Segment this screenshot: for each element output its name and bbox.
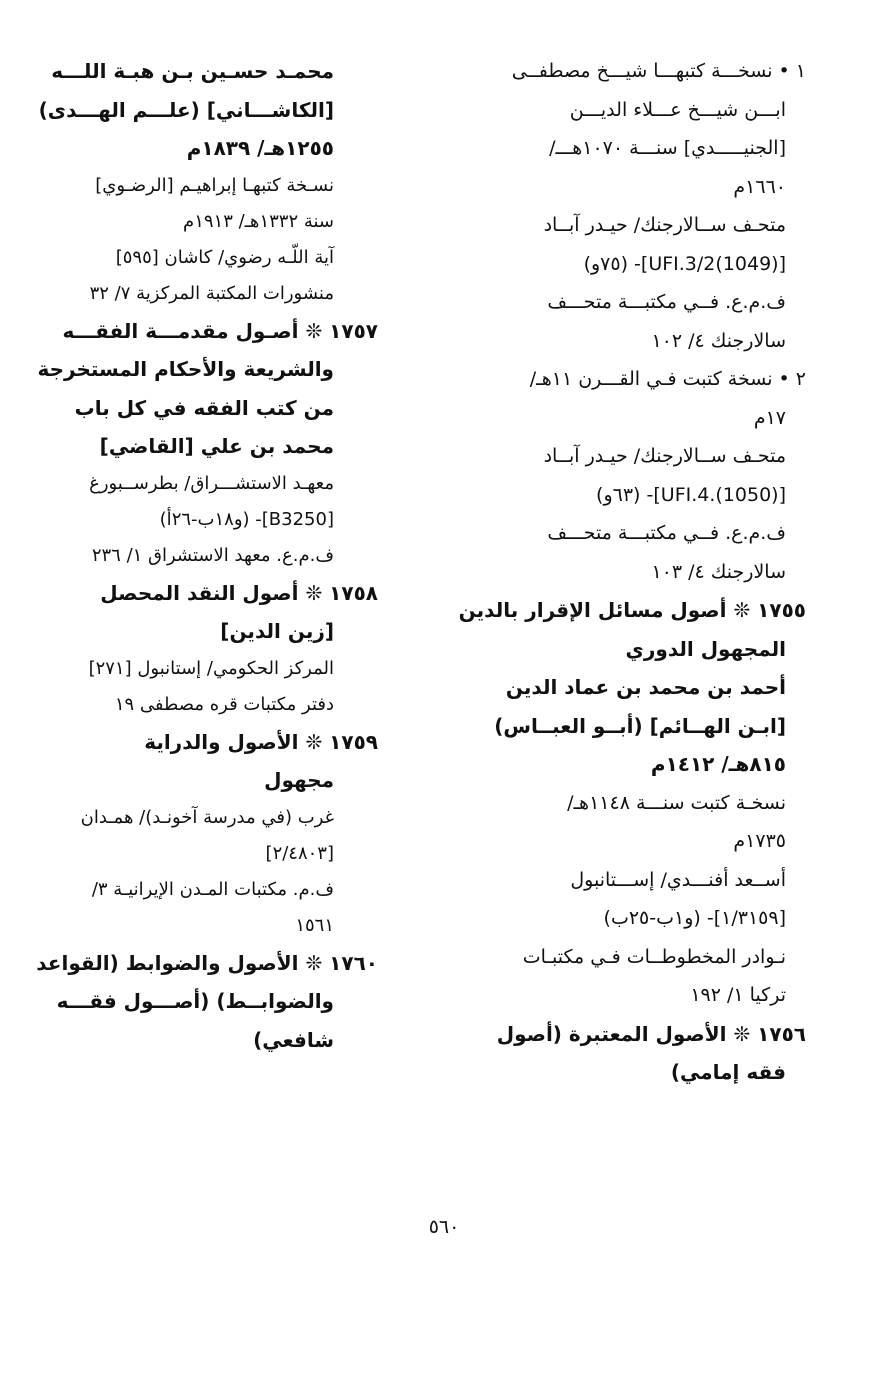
left-column-line: ١٢٥٥هـ/ ١٨٣٩م: [186, 136, 334, 160]
right-column-line: [١/٣١٥٩]- (و١ب-٢٥ب): [603, 907, 786, 929]
left-column-line: [الكاشـــاني] (علـــم الهـــدى): [38, 97, 334, 122]
left-column-line: محمـد حسـين بـن هبـة اللـــه: [51, 59, 334, 83]
right-column-line: ١٧٥٦ ❊ الأصول المعتبرة (أصول: [496, 1021, 806, 1046]
right-column-line: ابـــن شيـــخ عـــلاء الديـــن: [569, 98, 786, 121]
right-column-line: سالارجنك ٤/ ١٠٣: [651, 560, 786, 583]
right-column-line: [UFI.4.(1050)]- (٦٣و): [596, 483, 786, 506]
right-column-line: سالارجنك ٤/ ١٠٢: [651, 329, 786, 352]
right-column: [458, 52, 806, 1092]
left-column-line: نسـخة كتبهـا إبراهيـم [الرضـوي]: [95, 174, 334, 196]
left-column-line: آية اللّـه رضوي/ كاشان [٥٩٥]: [115, 246, 334, 268]
right-column-line: ف.م.ع. فــي مكتبـــة متحـــف: [547, 522, 786, 544]
right-column-line: ١٧٥٥ ❊ أصول مسائل الإقرار بالدين: [458, 598, 806, 622]
right-column-line: متحـف ســالارجنك/ حيـدر آبــاد: [543, 445, 786, 467]
left-column-line: [زين الدين]: [220, 619, 334, 643]
right-column-line: ٢ • نسخة كتبت فـي القـــرن ١١هـ/: [529, 368, 806, 390]
left-column-line: ١٧٥٨ ❊ أصول النقد المحصل: [100, 580, 378, 605]
right-column-line: ١ • نسخـــة كتبهـــا شيـــخ مصطفــى: [511, 60, 806, 82]
right-column-line: [UFI.3/2(1049)]- (٧٥و): [583, 252, 786, 275]
right-column-line: نـوادر المخطوطــات فـي مكتبـات: [522, 945, 786, 968]
left-column-line: ف.م. مكتبات المـدن الإيرانيـة ٣/: [91, 878, 334, 900]
left-column-line: والشريعة والأحكام المستخرجة: [37, 357, 334, 381]
left-column-line: منشورات المكتبة المركزية ٧/ ٣٢: [89, 282, 334, 304]
left-column-line: ١٥٦١: [295, 914, 334, 936]
right-column-line: فقه إمامي): [670, 1060, 786, 1084]
page-number: ٥٦٠: [428, 1216, 460, 1238]
left-column-line: [٢/٤٨٠٣]: [265, 842, 334, 864]
left-column-line: ١٧٥٧ ❊ أصـول مقدمـــة الفقـــه: [62, 318, 378, 343]
left-column-line: ف.م.ع. معهد الاستشراق ١/ ٢٣٦: [91, 544, 334, 566]
right-column-line: ١٧٣٥م: [733, 830, 786, 852]
left-column-line: سنة ١٣٣٢هـ/ ١٩١٣م: [183, 210, 334, 232]
right-column-line: المجهول الدوري: [625, 636, 786, 661]
left-column-line: المركز الحكومي/ إستانبول [٢٧١]: [88, 657, 334, 679]
left-column-line: مجهول: [264, 768, 334, 792]
left-column-line: غرب (في مدرسة آخونـد)/ همـدان: [80, 806, 334, 828]
right-column-line: ١٧م: [753, 406, 786, 429]
right-column-line: [الجنيـــــدي] سنـــة ١٠٧٠هـــ/: [549, 137, 786, 159]
right-column-line: ف.م.ع. فــي مكتبـــة متحـــف: [547, 291, 786, 313]
left-column-line: ١٧٦٠ ❊ الأصول والضوابط (القواعد: [36, 950, 378, 975]
left-column: [36, 52, 378, 1059]
left-column-line: والضوابــط) (أصـــول فقـــه: [56, 989, 334, 1013]
right-column-line: [ابـن الهــائم] (أبــو العبــاس): [494, 713, 786, 738]
right-column-line: أســعد أفنـــدي/ إســـتانبول: [570, 868, 786, 891]
right-column-line: أحمد بن محمد بن عماد الدين: [505, 675, 786, 699]
left-column-line: من كتب الفقه في كل باب: [74, 395, 334, 420]
right-column-line: تركيا ١/ ١٩٢: [690, 984, 786, 1006]
left-column-line: ١٧٥٩ ❊ الأصول والدراية: [144, 729, 378, 754]
left-column-line: دفتر مكتبات قره مصطفى ١٩: [114, 693, 334, 715]
right-column-line: نسخـة كتبت سنـــة ١١٤٨هـ/: [567, 791, 786, 814]
right-column-line: ١٦٦٠م: [733, 175, 786, 198]
left-column-line: محمد بن علي [القاضي]: [99, 434, 334, 458]
right-column-line: ٨١٥هـ/ ١٤١٢م: [650, 752, 786, 776]
right-column-line: متحـف ســالارجنك/ حيـدر آبــاد: [543, 214, 786, 236]
left-column-line: معهـد الاستشـــراق/ بطرســبورغ: [89, 472, 334, 494]
left-column-line: شافعي): [253, 1027, 334, 1052]
left-column-line: [B3250]- (و١٨ب-٢٦أ): [159, 508, 334, 530]
